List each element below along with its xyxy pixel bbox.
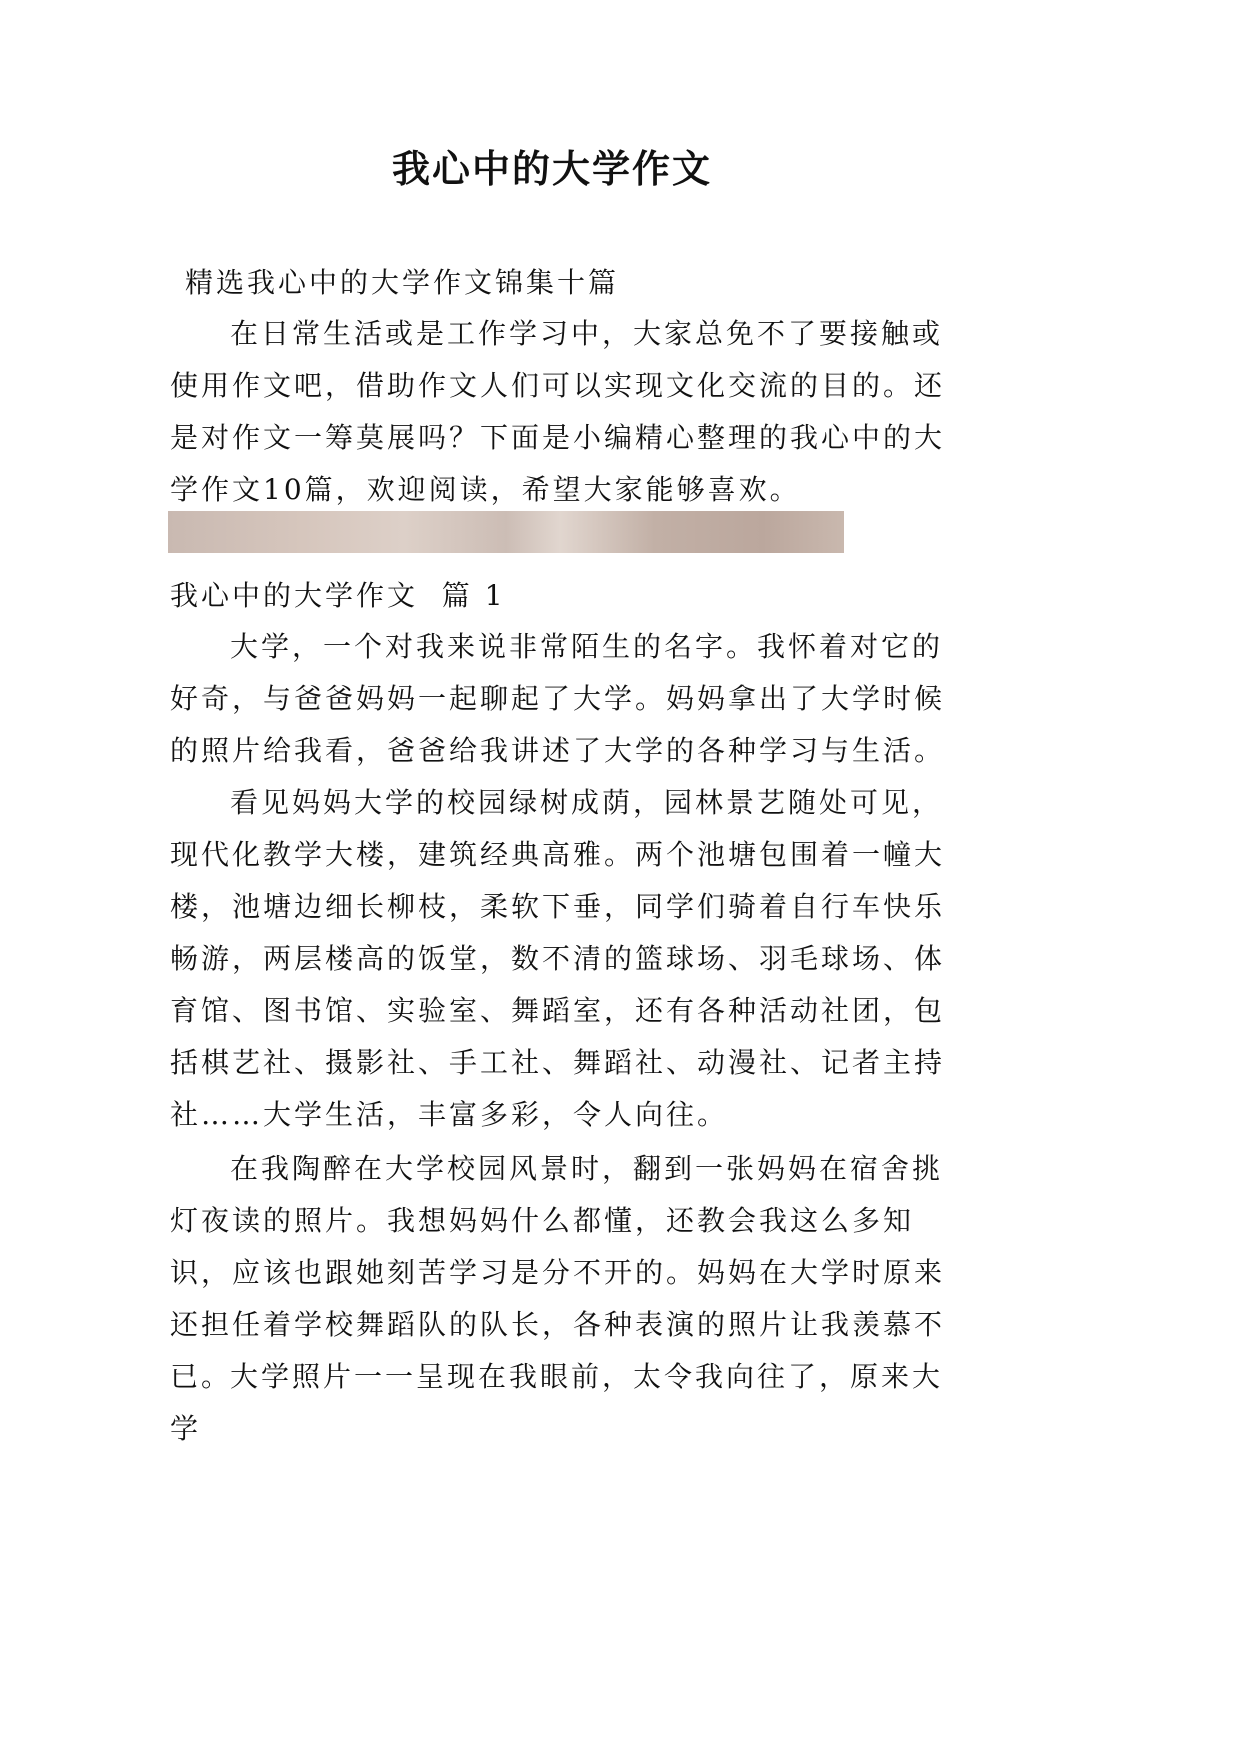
body-paragraph: 大学照片一一呈现在我眼前，太令我向往了，原来大学 xyxy=(170,1360,944,1445)
section-heading: 我心中的大学作文 篇 1 xyxy=(170,579,506,612)
document-subtitle: 精选我心中的大学作文锦集十篇 xyxy=(185,266,620,299)
banner-image xyxy=(168,511,844,553)
document-title: 我心中的大学作文 xyxy=(391,146,712,191)
intro-paragraph: 在日常生活或是工作学习中，大家总免不了要接触或使用作文吧，借助作文人们可以实现文化交流的目的。还是对作文一筹莫展吗？下面是小编精心整理的我心中的大学作文10篇，欢迎阅读，希望大家能够喜欢。 xyxy=(170,317,946,506)
body-paragraph: 看见妈妈大学的校园绿树成荫，园林景艺随处可见，现代化教学大楼，建筑经典高雅。两个池塘包围着一幢大楼，池塘边细长柳枝，柔软下垂，同学们骑着自行车快乐畅游，两层楼高的饭堂，数不清的篮球场、羽毛球场、体育馆、图书馆、实验室、舞蹈室，还有各种活动社团，包括棋艺社、摄影社、手工社、舞蹈社、动漫社、记者主持社……大学生活，丰富多彩，令人向往。 xyxy=(170,786,946,1131)
body-paragraph: 在我陶醉在大学校园风景时，翻到一张妈妈在宿舍挑灯夜读的照片。我想妈妈什么都懂，还教会我这么多知识，应该也跟她刻苦学习是分不开的。妈妈在大学时原来还担任着学校舞蹈队的队长，各种表演的照片让我羡慕不已。 xyxy=(170,1152,946,1393)
body-paragraph: 大学，一个对我来说非常陌生的名字。我怀着对它的好奇，与爸爸妈妈一起聊起了大学。妈妈拿出了大学时候的照片给我看，爸爸给我讲述了大学的各种学习与生活。 xyxy=(170,630,946,767)
